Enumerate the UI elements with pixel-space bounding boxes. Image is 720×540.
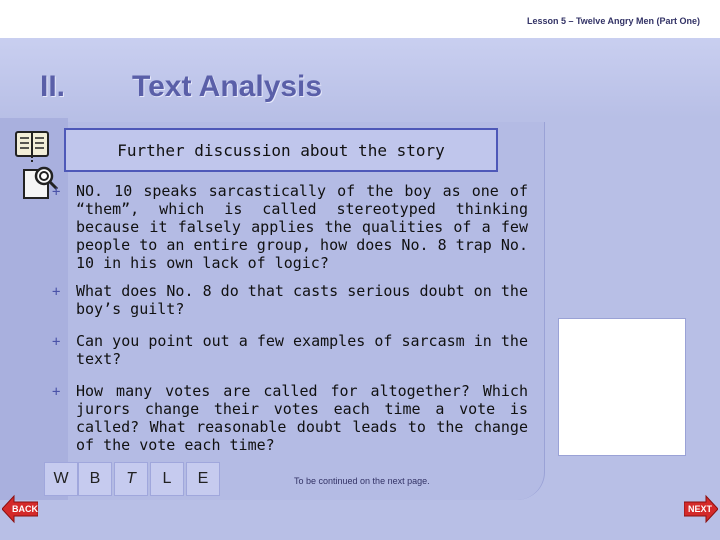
subtitle-box [64, 128, 498, 172]
next-button[interactable] [684, 494, 718, 524]
question-text: How many votes are called for altogether? Which jurors change their votes each time a vote is called? What reasonable doubt leads to the change of the vote each time? [76, 382, 528, 454]
continued-note: To be continued on the next page. [294, 476, 430, 486]
nav-button-l[interactable]: L [150, 462, 184, 496]
next-label: NEXT [688, 504, 713, 514]
back-button[interactable] [2, 494, 38, 524]
open-book-icon [12, 126, 52, 166]
bullet-marker: + [52, 334, 61, 350]
header-lesson-title: Lesson 5 – Twelve Angry Men (Part One) [526, 16, 700, 26]
nav-button-t[interactable]: T [114, 462, 148, 496]
question-text: NO. 10 speaks sarcastically of the boy as one of “them”, which is called stereotyped thinking because it falsely applies the qualities of a few people to an entire group, how does No. 8 trap No. 10 in his own lack of logic? [76, 182, 528, 272]
nav-button-e[interactable]: E [186, 462, 220, 496]
nav-button-b[interactable]: B [78, 462, 112, 496]
bullet-marker: + [52, 384, 61, 400]
section-number: II. [40, 70, 66, 103]
bullet-marker: + [52, 284, 61, 300]
subtitle-text: Further discussion about the story [117, 140, 445, 160]
question-list [52, 182, 528, 462]
nav-button-w[interactable]: W [44, 462, 78, 496]
list-item [52, 182, 528, 272]
question-text: What does No. 8 do that casts serious doubt on the boy’s guilt? [76, 282, 528, 318]
list-item [52, 382, 528, 454]
bullet-marker: + [52, 184, 61, 200]
section-title: Text Analysis [132, 70, 323, 103]
list-item [52, 282, 528, 318]
panel-top-gradient [0, 38, 720, 118]
back-label: BACK [12, 504, 38, 514]
image-placeholder [558, 318, 686, 456]
list-item [52, 332, 528, 368]
question-text: Can you point out a few examples of sarcasm in the text? [76, 332, 528, 368]
